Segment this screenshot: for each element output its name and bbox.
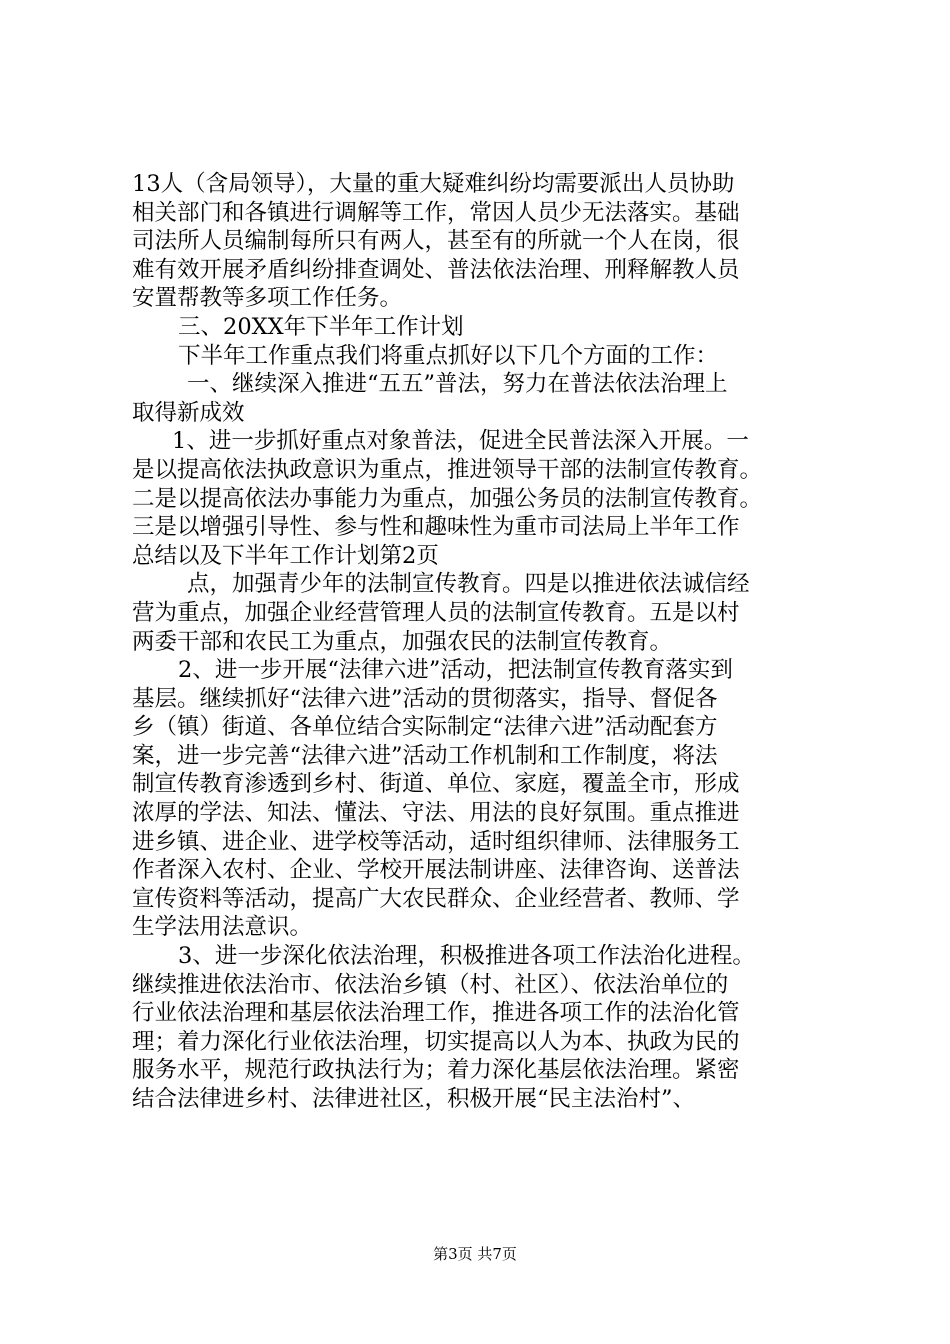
text-line: 乡（镇）街道、各单位结合实际制定“法律六进”活动配套方 bbox=[132, 714, 718, 741]
text-line: 点，加强青少年的法制宣传教育。四是以推进依法诚信经 bbox=[187, 571, 750, 598]
section-heading: 三、20XX年下半年工作计划 bbox=[178, 313, 464, 340]
text-line: 难有效开展矛盾纠纷排查调处、普法依法治理、刑释解教人员 bbox=[132, 256, 740, 283]
text-line: 进乡镇、进企业、进学校等活动，适时组织律师、法律服务工 bbox=[132, 828, 740, 855]
subsection-heading: 一、继续深入推进“五五”普法，努力在普法依法治理上 bbox=[187, 371, 728, 398]
text-line: 宣传资料等活动，提高广大农民群众、企业经营者、教师、学 bbox=[132, 885, 740, 912]
text-line: 理；着力深化行业依法治理，切实提高以人为本、执政为民的 bbox=[132, 1028, 740, 1055]
text-line: 生学法用法意识。 bbox=[132, 914, 313, 941]
text-line: 服务水平，规范行政执法行为；着力深化基层依法治理。紧密 bbox=[132, 1057, 740, 1084]
text-line: 二是以提高依法办事能力为重点，加强公务员的法制宣传教育。 bbox=[132, 485, 763, 512]
text-line: 基层。继续抓好“法律六进”活动的贯彻落实，指导、督促各 bbox=[132, 685, 718, 712]
text-line: 取得新成效 bbox=[132, 399, 245, 426]
document-body bbox=[132, 170, 832, 1114]
text-line: 营为重点，加强企业经营管理人员的法制宣传教育。五是以村 bbox=[132, 599, 740, 626]
text-line: 是以提高依法执政意识为重点，推进领导干部的法制宣传教育。 bbox=[132, 456, 763, 483]
text-line: 下半年工作重点我们将重点抓好以下几个方面的工作： bbox=[178, 342, 719, 369]
text-line: 作者深入农村、企业、学校开展法制讲座、法律咨询、送普法 bbox=[132, 857, 740, 884]
text-line: 案，进一步完善“法律六进”活动工作机制和工作制度，将法 bbox=[132, 742, 718, 769]
text-line: 继续推进依法治市、依法治乡镇（村、社区）、依法治单位的 bbox=[132, 971, 729, 998]
text-line: 制宣传教育渗透到乡村、街道、单位、家庭，覆盖全市，形成 bbox=[132, 771, 740, 798]
text-line: 总结以及下半年工作计划第2页 bbox=[132, 542, 439, 569]
text-line: 两委干部和农民工为重点，加强农民的法制宣传教育。 bbox=[132, 628, 673, 655]
text-line: 司法所人员编制每所只有两人，甚至有的所就一个人在岗，很 bbox=[132, 228, 740, 255]
page-footer: 第3页 共7页 bbox=[433, 1245, 517, 1263]
text-line: 结合法律进乡村、法律进社区，积极开展“民主法治村”、 bbox=[132, 1086, 696, 1112]
text-line: 13人（含局领导），大量的重大疑难纠纷均需要派出人员协助 bbox=[132, 171, 735, 197]
text-line: 1、进一步抓好重点对象普法，促进全民普法深入开展。一 bbox=[172, 428, 749, 455]
text-line: 三是以增强引导性、参与性和趣味性为重市司法局上半年工作 bbox=[132, 514, 740, 541]
text-line: 浓厚的学法、知法、懂法、守法、用法的良好氛围。重点推进 bbox=[132, 800, 740, 827]
text-line: 相关部门和各镇进行调解等工作，常因人员少无法落实。基础 bbox=[132, 199, 740, 226]
text-line: 安置帮教等多项工作任务。 bbox=[132, 285, 403, 312]
text-line: 2、进一步开展“法律六进”活动，把法制宣传教育落实到 bbox=[178, 657, 733, 684]
text-line: 行业依法治理和基层依法治理工作，推进各项工作的法治化管 bbox=[132, 1000, 740, 1027]
text-line: 3、进一步深化依法治理，积极推进各项工作法治化进程。 bbox=[178, 943, 755, 970]
